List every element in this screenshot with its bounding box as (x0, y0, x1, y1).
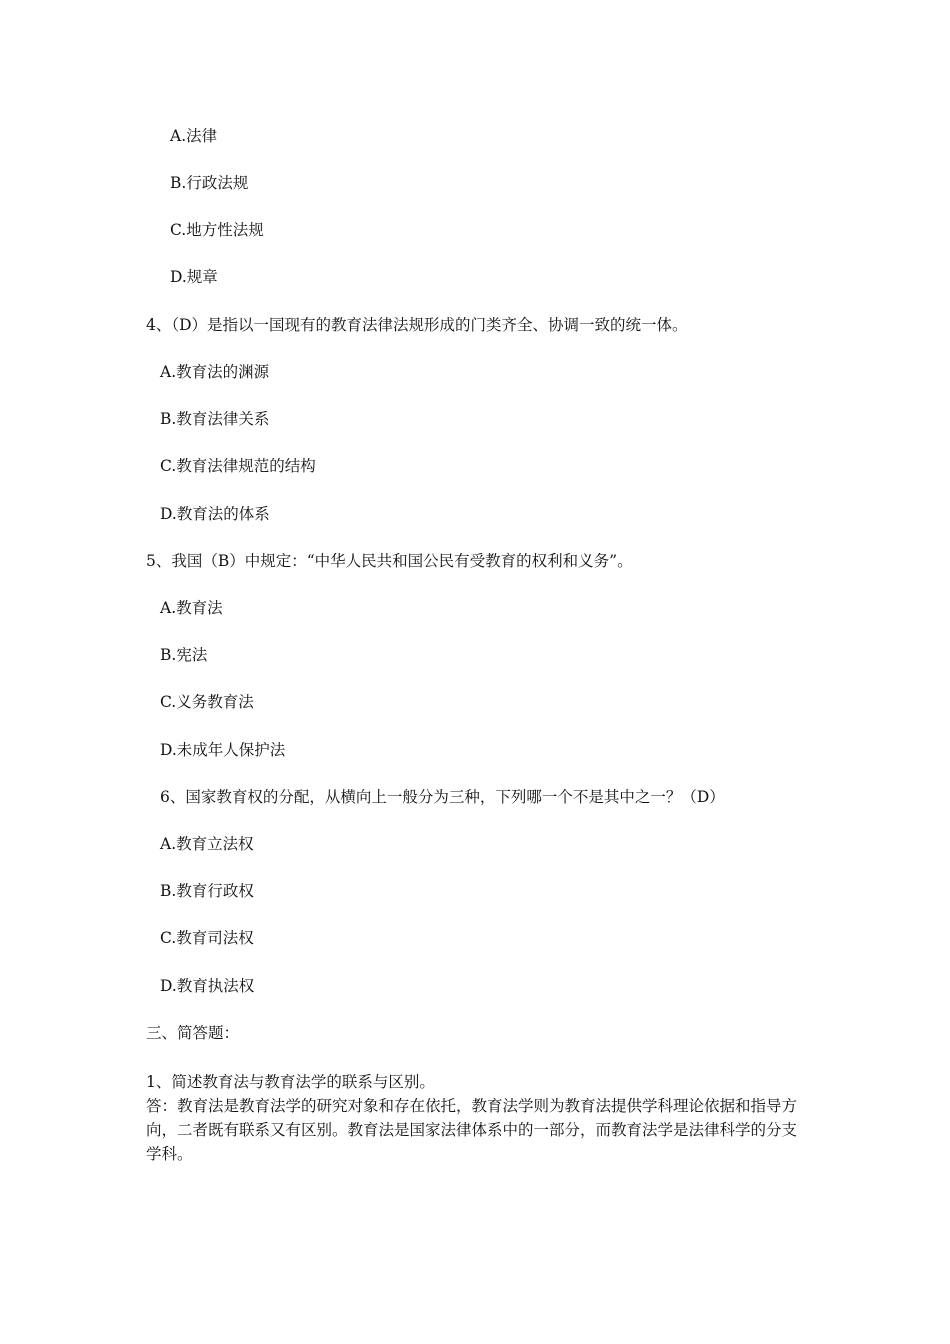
q5-option-d: D.未成年人保护法 (160, 741, 286, 759)
section3-answer-1: 答：教育法是教育法学的研究对象和存在依托，教育法学则为教育法提供学科理论依据和指导方向，二者既有联系又有区别。教育法是国家法律体系中的一部分，而教育法学是法律科学的分支学科。 (146, 1097, 798, 1163)
q5-question: 5、我国（B）中规定：“中华人民共和国公民有受教育的权利和义务”。 (146, 552, 633, 570)
q3-option-b: B.行政法规 (170, 174, 249, 192)
q4-option-d: D.教育法的体系 (160, 505, 270, 523)
q4-question: 4、（D）是指以一国现有的教育法律法规形成的门类齐全、协调一致的统一体。 (146, 316, 688, 334)
q5-option-c: C.义务教育法 (160, 693, 254, 711)
section3-heading: 三、简答题： (146, 1024, 240, 1042)
section3-question-1: 1、简述教育法与教育法学的联系与区别。 (146, 1073, 435, 1091)
q6-option-c: C.教育司法权 (160, 929, 254, 947)
q6-option-b: B.教育行政权 (160, 882, 254, 900)
q4-option-b: B.教育法律关系 (160, 410, 270, 428)
q6-option-d: D.教育执法权 (160, 977, 255, 995)
q6-option-a: A.教育立法权 (160, 835, 254, 853)
q6-question: 6、国家教育权的分配，从横向上一般分为三种，下列哪一个不是其中之一？（D） (160, 788, 725, 806)
q4-option-a: A.教育法的渊源 (160, 363, 270, 381)
q3-option-d: D.规章 (170, 268, 218, 286)
q4-option-c: C.教育法律规范的结构 (160, 457, 316, 475)
q5-option-a: A.教育法 (160, 599, 223, 617)
q3-option-c: C.地方性法规 (170, 221, 264, 239)
q3-option-a: A.法律 (170, 127, 218, 145)
q5-option-b: B.宪法 (160, 646, 208, 664)
